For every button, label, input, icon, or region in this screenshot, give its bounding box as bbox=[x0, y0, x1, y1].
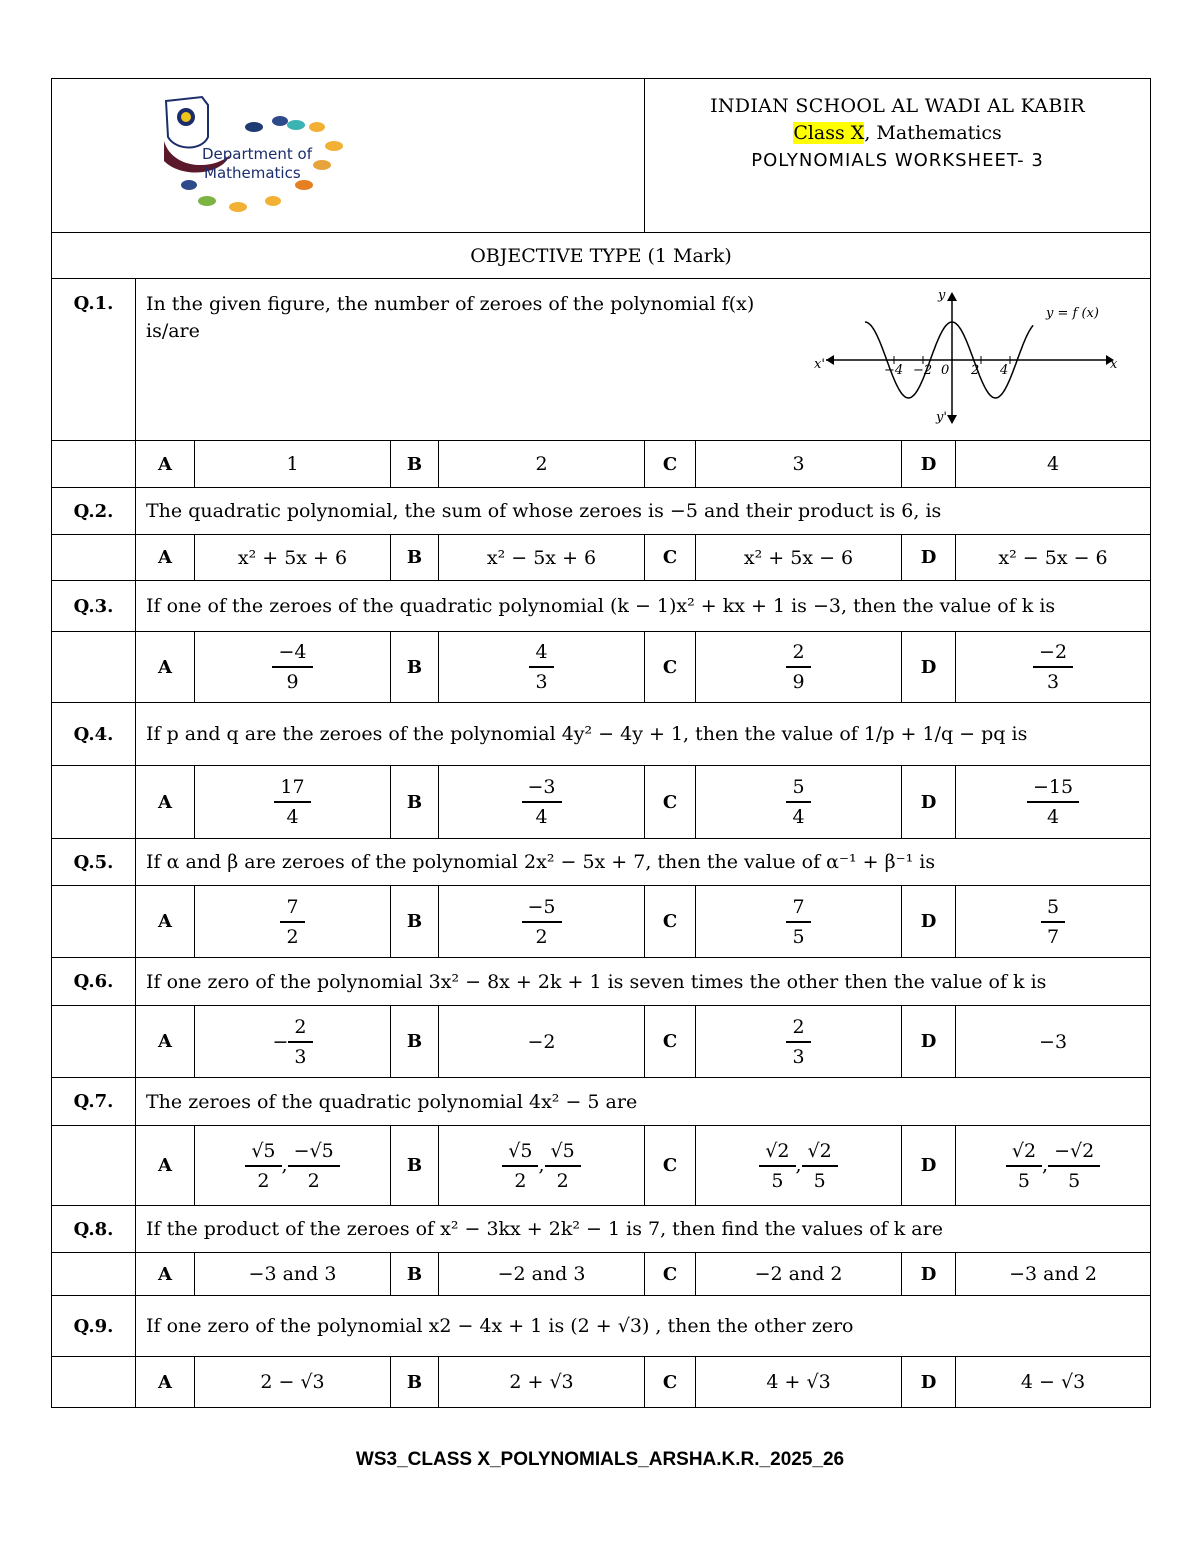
option-letter: C bbox=[645, 1006, 696, 1078]
numerator: 5 bbox=[1041, 893, 1065, 923]
option-letter: B bbox=[391, 1357, 439, 1408]
option-letter: B bbox=[391, 441, 439, 488]
option-letter: B bbox=[391, 1126, 439, 1206]
question-number: Q.8. bbox=[52, 1206, 136, 1253]
option-value bbox=[195, 535, 391, 581]
comma: , bbox=[538, 1153, 545, 1176]
denominator: 4 bbox=[286, 806, 299, 828]
y-down-arrow bbox=[947, 415, 957, 424]
denominator: 7 bbox=[1046, 925, 1060, 948]
question-number: Q.1. bbox=[52, 279, 136, 441]
option-letter: B bbox=[391, 632, 439, 703]
blank-cell bbox=[52, 441, 136, 488]
option-letter: C bbox=[645, 441, 696, 488]
question-row bbox=[52, 839, 1151, 886]
option-value bbox=[439, 1357, 645, 1408]
option-value bbox=[195, 441, 391, 488]
option-value bbox=[439, 535, 645, 581]
options-row bbox=[52, 886, 1151, 958]
denominator: 2 bbox=[535, 925, 548, 948]
options-row bbox=[52, 632, 1151, 703]
option-value bbox=[696, 632, 902, 703]
numerator: 7 bbox=[786, 893, 810, 923]
blank-cell bbox=[52, 1126, 136, 1206]
class-line bbox=[645, 120, 1150, 147]
fraction bbox=[1033, 638, 1073, 696]
option-value bbox=[696, 535, 902, 581]
options-row bbox=[52, 1126, 1151, 1206]
option-letter: B bbox=[391, 1253, 439, 1296]
denominator: 4 bbox=[792, 806, 805, 828]
question-text-cell bbox=[136, 1078, 1151, 1126]
question-text: The quadratic polynomial, the sum of whose zeroes is −5 and their product is 6, is bbox=[146, 500, 942, 522]
option-text: 2 − √3 bbox=[260, 1371, 325, 1393]
denominator: 9 bbox=[286, 671, 299, 693]
question-row bbox=[52, 703, 1151, 766]
x-label: x bbox=[1110, 357, 1118, 372]
option-letter: C bbox=[645, 535, 696, 581]
question-text-cell bbox=[136, 1206, 1151, 1253]
numerator: 4 bbox=[529, 638, 553, 668]
denominator: 5 bbox=[771, 1169, 784, 1192]
option-text: 1 bbox=[286, 453, 299, 475]
fraction bbox=[802, 1137, 838, 1195]
option-text: 4 + √3 bbox=[766, 1371, 831, 1393]
denominator: 2 bbox=[556, 1169, 569, 1192]
fraction bbox=[280, 893, 304, 951]
question-text: If α and β are zeroes of the polynomial 2x² − 5x + 7, then the value of α⁻¹ + β⁻¹ is bbox=[146, 851, 936, 873]
fraction bbox=[529, 638, 553, 696]
question-text: If one zero of the polynomial 3x² − 8x + 2k + 1 is seven times the other then the value of k is bbox=[146, 970, 1047, 993]
blank-cell bbox=[52, 632, 136, 703]
questions-body bbox=[52, 279, 1151, 1408]
question-text-cell bbox=[136, 839, 1151, 886]
blank-cell bbox=[52, 766, 136, 839]
fraction bbox=[1048, 1137, 1100, 1195]
fraction bbox=[1041, 893, 1065, 951]
option-letter: C bbox=[645, 886, 696, 958]
question-number: Q.7. bbox=[52, 1078, 136, 1126]
y-arrow bbox=[947, 292, 957, 301]
curve-label: y = f (x) bbox=[1046, 306, 1099, 321]
question-number: Q.6. bbox=[52, 958, 136, 1006]
question-text: In the given figure, the number of zeroes of the polynomial f(x) is/are bbox=[146, 293, 755, 342]
option-value bbox=[439, 886, 645, 958]
option-value bbox=[956, 1006, 1151, 1078]
option-text: x² − 5x + 6 bbox=[486, 546, 597, 569]
option-letter: C bbox=[645, 632, 696, 703]
fraction bbox=[522, 893, 562, 951]
option-text: −2 and 3 bbox=[497, 1263, 586, 1285]
option-value bbox=[195, 766, 391, 839]
question-text-cell bbox=[136, 488, 1151, 535]
worksheet-title: POLYNOMIALS WORKSHEET- 3 bbox=[751, 150, 1044, 171]
denominator: 4 bbox=[1046, 806, 1060, 828]
question-text: If p and q are the zeroes of the polynomial 4y² − 4y + 1, then the value of 1/p + 1/q − pq is bbox=[146, 723, 1028, 745]
blank-cell bbox=[52, 1006, 136, 1078]
denominator: 4 bbox=[535, 806, 548, 828]
question-row bbox=[52, 1296, 1151, 1357]
numerator: 7 bbox=[280, 893, 304, 923]
tick-label: 2 bbox=[971, 363, 980, 378]
title-cell bbox=[645, 79, 1151, 233]
option-letter: A bbox=[136, 535, 195, 581]
option-letter: A bbox=[136, 1126, 195, 1206]
option-letter: B bbox=[391, 886, 439, 958]
numerator: √5 bbox=[502, 1137, 538, 1167]
numerator: −5 bbox=[522, 893, 562, 923]
x-left-arrow bbox=[826, 355, 834, 365]
option-text: x² + 5x + 6 bbox=[237, 546, 348, 569]
numerator: 17 bbox=[274, 773, 310, 803]
options-row bbox=[52, 1006, 1151, 1078]
fraction bbox=[759, 1137, 795, 1195]
blank-cell bbox=[52, 886, 136, 958]
denominator: 3 bbox=[294, 1045, 307, 1068]
fraction bbox=[522, 773, 562, 831]
y-label: y bbox=[938, 288, 946, 303]
option-text: 2 + √3 bbox=[509, 1371, 574, 1393]
fraction bbox=[786, 1013, 810, 1071]
options-row bbox=[52, 766, 1151, 839]
denominator: 2 bbox=[514, 1169, 527, 1192]
question-number: Q.9. bbox=[52, 1296, 136, 1357]
option-value bbox=[195, 1126, 391, 1206]
option-text: x² − 5x − 6 bbox=[998, 546, 1108, 569]
question-row bbox=[52, 1206, 1151, 1253]
school-name: INDIAN SCHOOL AL WADI AL KABIR bbox=[710, 95, 1086, 117]
option-text: −2 bbox=[527, 1030, 556, 1053]
denominator: 3 bbox=[1046, 671, 1060, 693]
option-letter: B bbox=[391, 1006, 439, 1078]
options-row bbox=[52, 1253, 1151, 1296]
fraction bbox=[1027, 773, 1079, 831]
numerator: √2 bbox=[1006, 1137, 1042, 1167]
numerator: √2 bbox=[759, 1137, 795, 1167]
question-number: Q.4. bbox=[52, 703, 136, 766]
header-row bbox=[52, 79, 1151, 233]
section-title: OBJECTIVE TYPE (1 Mark) bbox=[52, 233, 1151, 279]
tick-label: 4 bbox=[1000, 363, 1009, 378]
numerator: −2 bbox=[1033, 638, 1073, 668]
numerator: √5 bbox=[545, 1137, 581, 1167]
logo-cell bbox=[52, 79, 645, 233]
comma: , bbox=[795, 1153, 802, 1176]
fraction bbox=[272, 638, 312, 696]
numerator: −√2 bbox=[1048, 1137, 1100, 1167]
worksheet-table bbox=[51, 78, 1151, 1408]
question-text-cell bbox=[136, 279, 1151, 441]
sign: − bbox=[272, 1030, 289, 1053]
option-value bbox=[195, 886, 391, 958]
question-text-cell bbox=[136, 703, 1151, 766]
option-letter: C bbox=[645, 766, 696, 839]
option-letter: C bbox=[645, 1357, 696, 1408]
denominator: 5 bbox=[792, 925, 805, 948]
denominator: 2 bbox=[257, 1169, 270, 1192]
question-row bbox=[52, 1078, 1151, 1126]
option-value bbox=[956, 886, 1151, 958]
option-value bbox=[195, 1357, 391, 1408]
numerator: −4 bbox=[272, 638, 312, 668]
question-row bbox=[52, 958, 1151, 1006]
option-letter: D bbox=[902, 1253, 956, 1296]
fraction bbox=[274, 773, 310, 831]
option-text: 4 bbox=[1046, 453, 1060, 475]
option-letter: D bbox=[902, 1006, 956, 1078]
option-value bbox=[956, 1357, 1151, 1408]
denominator: 5 bbox=[813, 1169, 826, 1192]
option-value bbox=[195, 1253, 391, 1296]
tick-label: −4 bbox=[884, 363, 904, 378]
class-highlight: Class X bbox=[793, 122, 865, 144]
denominator: 3 bbox=[535, 671, 548, 693]
option-letter: D bbox=[902, 632, 956, 703]
option-letter: A bbox=[136, 1253, 195, 1296]
option-value bbox=[696, 1006, 902, 1078]
option-letter: B bbox=[391, 766, 439, 839]
option-value bbox=[956, 535, 1151, 581]
numerator: 2 bbox=[288, 1013, 312, 1043]
numerator: −√5 bbox=[288, 1137, 340, 1167]
fraction bbox=[245, 1137, 281, 1195]
options-row bbox=[52, 441, 1151, 488]
logo-text-2: Mathematics bbox=[204, 164, 301, 182]
option-text: −3 and 2 bbox=[1009, 1263, 1097, 1285]
options-row bbox=[52, 1357, 1151, 1408]
option-value bbox=[956, 766, 1151, 839]
denominator: 9 bbox=[792, 671, 805, 693]
question-row bbox=[52, 279, 1151, 441]
option-value bbox=[956, 632, 1151, 703]
option-letter: D bbox=[902, 1357, 956, 1408]
option-value bbox=[956, 1253, 1151, 1296]
denominator: 2 bbox=[286, 925, 299, 948]
question-text: If one of the zeroes of the quadratic polynomial (k − 1)x² + kx + 1 is −3, then the value of k is bbox=[146, 595, 1056, 617]
question-text-cell bbox=[136, 1296, 1151, 1357]
option-value bbox=[696, 1253, 902, 1296]
fraction bbox=[1006, 1137, 1042, 1195]
option-text: x² + 5x − 6 bbox=[743, 546, 854, 569]
fraction bbox=[786, 638, 810, 696]
option-value bbox=[696, 441, 902, 488]
option-value bbox=[439, 1126, 645, 1206]
option-text: 3 bbox=[792, 453, 805, 475]
numerator: −15 bbox=[1027, 773, 1079, 803]
option-letter: D bbox=[902, 766, 956, 839]
logo-text-1: Department of bbox=[202, 145, 312, 163]
option-value bbox=[439, 632, 645, 703]
options-row bbox=[52, 535, 1151, 581]
y-prime-label: y' bbox=[936, 410, 947, 425]
option-value bbox=[696, 766, 902, 839]
tick-label: 0 bbox=[941, 363, 950, 378]
denominator: 5 bbox=[1068, 1169, 1081, 1192]
option-letter: D bbox=[902, 535, 956, 581]
option-value bbox=[195, 632, 391, 703]
option-letter: C bbox=[645, 1126, 696, 1206]
option-letter: A bbox=[136, 1006, 195, 1078]
numerator: −3 bbox=[522, 773, 562, 803]
option-value bbox=[696, 886, 902, 958]
question-number: Q.5. bbox=[52, 839, 136, 886]
option-letter: A bbox=[136, 886, 195, 958]
department-logo bbox=[52, 79, 454, 227]
option-text: −2 and 2 bbox=[754, 1263, 843, 1285]
fraction bbox=[288, 1137, 340, 1195]
option-value bbox=[439, 766, 645, 839]
option-letter: D bbox=[902, 1126, 956, 1206]
class-subject: , Mathematics bbox=[864, 122, 1002, 144]
question-number: Q.3. bbox=[52, 581, 136, 632]
question-row bbox=[52, 581, 1151, 632]
numerator: 2 bbox=[786, 1013, 810, 1043]
denominator: 3 bbox=[792, 1045, 805, 1068]
option-value bbox=[439, 441, 645, 488]
option-letter: A bbox=[136, 441, 195, 488]
denominator: 2 bbox=[307, 1169, 320, 1192]
option-value bbox=[439, 1253, 645, 1296]
sine-graph-figure bbox=[816, 287, 1116, 427]
option-value bbox=[956, 1126, 1151, 1206]
tick-label: −2 bbox=[913, 363, 933, 378]
fraction bbox=[502, 1137, 538, 1195]
question-text-cell bbox=[136, 581, 1151, 632]
comma: , bbox=[1042, 1153, 1049, 1176]
option-letter: B bbox=[391, 535, 439, 581]
option-text: −3 bbox=[1039, 1030, 1068, 1053]
numerator: 2 bbox=[786, 638, 810, 668]
question-number: Q.2. bbox=[52, 488, 136, 535]
question-row bbox=[52, 488, 1151, 535]
question-text-cell bbox=[136, 958, 1151, 1006]
option-value bbox=[696, 1126, 902, 1206]
fraction bbox=[545, 1137, 581, 1195]
blank-cell bbox=[52, 1253, 136, 1296]
option-letter: A bbox=[136, 632, 195, 703]
question-text: If the product of the zeroes of x² − 3kx + 2k² − 1 is 7, then find the values of k are bbox=[146, 1218, 943, 1240]
option-value bbox=[696, 1357, 902, 1408]
option-letter: A bbox=[136, 766, 195, 839]
fraction bbox=[786, 893, 810, 951]
option-text: −3 and 3 bbox=[248, 1263, 337, 1285]
fraction bbox=[786, 773, 810, 831]
option-letter: C bbox=[645, 1253, 696, 1296]
denominator: 5 bbox=[1017, 1169, 1030, 1192]
numerator: √5 bbox=[245, 1137, 281, 1167]
fraction bbox=[288, 1013, 312, 1071]
option-letter: A bbox=[136, 1357, 195, 1408]
option-letter: D bbox=[902, 441, 956, 488]
blank-cell bbox=[52, 1357, 136, 1408]
question-text: The zeroes of the quadratic polynomial 4x² − 5 are bbox=[146, 1090, 638, 1113]
option-value bbox=[956, 441, 1151, 488]
option-text: 2 bbox=[535, 453, 548, 475]
option-value bbox=[195, 1006, 391, 1078]
numerator: √2 bbox=[802, 1137, 838, 1167]
question-text: If one zero of the polynomial x2 − 4x + 1 is (2 + √3) , then the other zero bbox=[146, 1315, 854, 1337]
footer-text: WS3_CLASS X_POLYNOMIALS_ARSHA.K.R._2025_26 bbox=[355, 1449, 845, 1470]
blank-cell bbox=[52, 535, 136, 581]
comma: , bbox=[281, 1153, 288, 1176]
option-letter: D bbox=[902, 886, 956, 958]
x-prime-label: x' bbox=[814, 357, 825, 372]
option-value bbox=[439, 1006, 645, 1078]
numerator: 5 bbox=[786, 773, 810, 803]
option-text: 4 − √3 bbox=[1020, 1371, 1086, 1393]
